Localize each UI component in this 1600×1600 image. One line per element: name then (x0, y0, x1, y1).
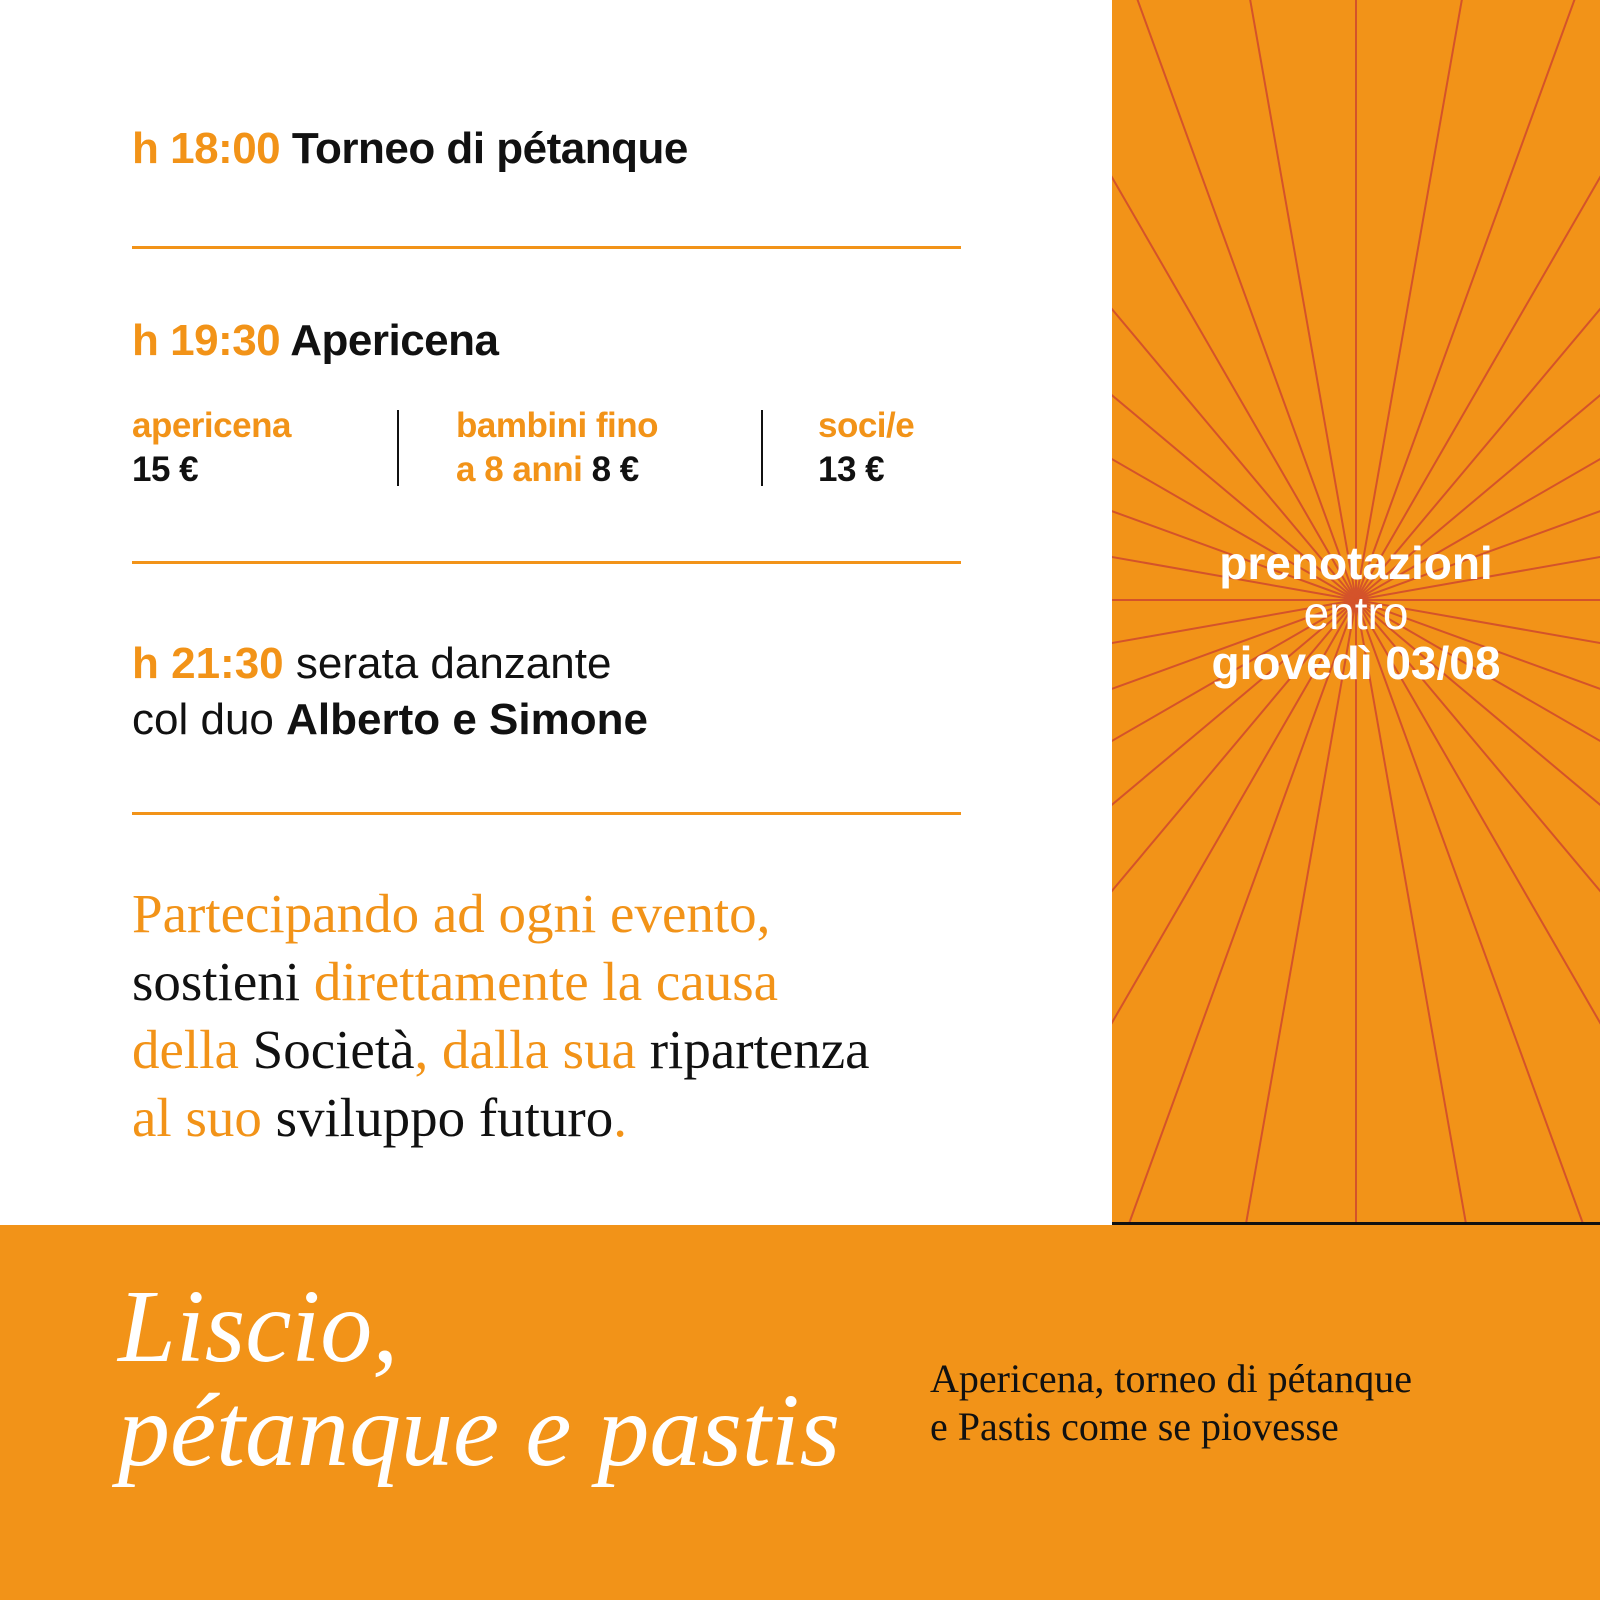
event-tournament (132, 124, 688, 174)
sun-ray (1113, 0, 1356, 600)
booking-deadline (1112, 538, 1600, 688)
event-apericena-time: h 19:30 (132, 316, 281, 365)
event-dance-prefix: col duo (132, 695, 274, 744)
sun-ray (1356, 0, 1600, 600)
title-banner (0, 1225, 1600, 1600)
event-dance-performers: Alberto e Simone (286, 695, 648, 744)
sun-ray (1356, 0, 1600, 600)
event-tournament-time: h 18:00 (132, 124, 281, 173)
booking-line1: prenotazioni (1219, 537, 1493, 589)
statement-part: Società (252, 1019, 415, 1080)
sun-ray (1112, 600, 1356, 1225)
price-members (818, 404, 914, 492)
sun-ray (1113, 600, 1356, 1225)
event-dance-title: serata danzante (295, 639, 612, 688)
booking-panel (1112, 0, 1600, 1225)
statement-part: Partecipando ad ogni evento, (132, 883, 771, 944)
sun-ray (1356, 600, 1599, 1225)
price-apericena-value: 15 € (132, 450, 199, 489)
sun-ray (1356, 0, 1600, 600)
event-apericena (132, 316, 499, 366)
statement-part: al suo (132, 1087, 262, 1148)
price-children (456, 404, 658, 492)
statement-part: ripartenza (649, 1019, 870, 1080)
event-title-line1: Liscio, (118, 1269, 399, 1384)
statement-part: direttamente la causa (313, 951, 779, 1012)
price-children-label-line1: bambini fino (456, 406, 659, 445)
event-apericena-title: Apericena (290, 316, 499, 365)
statement-part: sostieni (132, 951, 301, 1012)
price-apericena-label: apericena (132, 406, 291, 445)
booking-line3: giovedì 03/08 (1211, 637, 1501, 689)
event-subtitle-line2: e Pastis come se piovesse (930, 1404, 1339, 1449)
statement-part: . (613, 1087, 627, 1148)
statement-part: della (132, 1019, 239, 1080)
sun-ray (1356, 0, 1599, 600)
divider (132, 246, 961, 249)
support-statement (132, 880, 1082, 1152)
price-children-value: 8 € (591, 450, 639, 489)
sun-ray (1112, 0, 1356, 600)
sun-ray (1112, 0, 1356, 600)
sun-ray (1112, 600, 1356, 1225)
sun-ray (1356, 0, 1600, 600)
event-subtitle (930, 1355, 1412, 1451)
sun-ray (1356, 600, 1600, 1225)
sun-ray (1112, 600, 1356, 1225)
price-separator (761, 410, 763, 486)
sun-ray (1112, 600, 1356, 1225)
sun-ray (1112, 121, 1356, 600)
price-separator (397, 410, 399, 486)
event-dance (132, 636, 648, 748)
sun-ray (1356, 600, 1600, 1225)
event-dance-time: h 21:30 (132, 639, 284, 688)
sun-ray (1356, 600, 1600, 1225)
booking-line2: entro (1303, 587, 1409, 639)
price-children-label-line2: a 8 anni (456, 450, 583, 489)
price-members-value: 13 € (818, 450, 885, 489)
sun-ray (1112, 0, 1356, 600)
statement-part: , dalla sua (414, 1019, 636, 1080)
sun-ray (1356, 600, 1600, 1225)
event-tournament-title: Torneo di pétanque (291, 124, 688, 173)
statement-part: sviluppo futuro (275, 1087, 614, 1148)
divider (132, 812, 961, 815)
price-members-label: soci/e (818, 406, 915, 445)
sun-ray (1356, 600, 1600, 1225)
sun-ray (1356, 121, 1600, 600)
event-title (118, 1269, 841, 1488)
event-subtitle-line1: Apericena, torneo di pétanque (930, 1356, 1413, 1401)
event-title-line2: pétanque e pastis (118, 1373, 841, 1488)
divider (132, 561, 961, 564)
sun-ray (1112, 0, 1356, 600)
sun-ray (1356, 0, 1600, 600)
sun-ray (1112, 0, 1356, 600)
price-apericena (132, 404, 291, 492)
sun-ray (1112, 600, 1356, 1225)
